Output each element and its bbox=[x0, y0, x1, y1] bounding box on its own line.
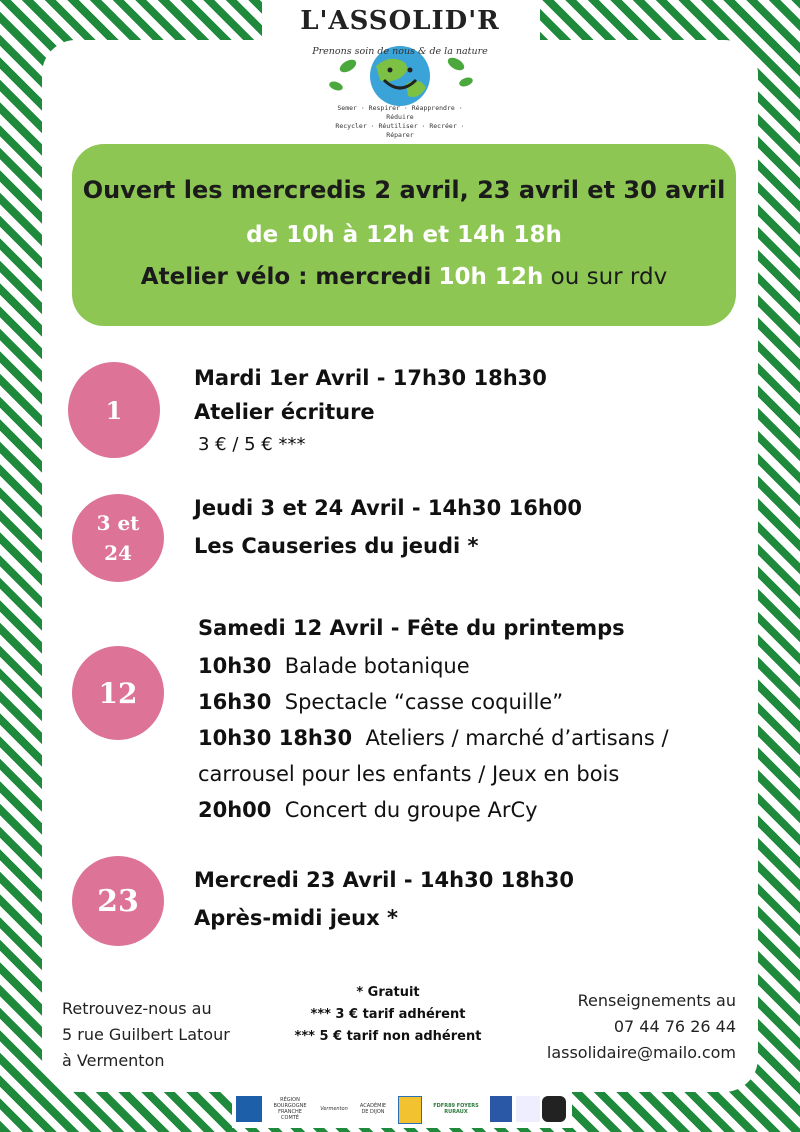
logo-title: L'ASSOLID'R bbox=[300, 6, 500, 36]
event-4 bbox=[194, 868, 574, 930]
event-price: 3 € / 5 € *** bbox=[198, 434, 306, 455]
partner-logos bbox=[232, 1092, 572, 1128]
coat-of-arms-icon bbox=[398, 1096, 422, 1124]
academie-logo: ACADÉMIE DE DIJON bbox=[359, 1103, 387, 1115]
date-badge-23: 23 bbox=[72, 856, 164, 946]
program-row: 16h30 Spectacle “casse coquille” bbox=[198, 690, 564, 714]
program-row: 10h30 Balade botanique bbox=[198, 654, 470, 678]
program-row: 20h00 Concert du groupe ArCy bbox=[198, 798, 538, 822]
program-row: 10h30 18h30 Ateliers / marché d’artisans / bbox=[198, 726, 669, 750]
phone-number[interactable]: 07 44 76 26 44 bbox=[613, 1017, 736, 1036]
event-title: Atelier écriture bbox=[194, 400, 375, 424]
address: Retrouvez-nous au 5 rue Guilbert Latour à Vermenton bbox=[62, 999, 230, 1070]
price-legend: * Gratuit *** 3 € tarif adhérent *** 5 € tarif non adhérent bbox=[294, 985, 482, 1044]
bike-workshop: Atelier vélo : mercredi 10h 12h ou sur rdv bbox=[140, 264, 668, 290]
event-header: Samedi 12 Avril - Fête du printemps bbox=[198, 616, 625, 640]
date-badge-3-24: 3 et 24 bbox=[72, 494, 164, 582]
opening-days: Ouvert les mercredis 2 avril, 23 avril et 30 avril bbox=[82, 176, 726, 204]
event-header: Jeudi 3 et 24 Avril - 14h30 16h00 bbox=[194, 496, 582, 520]
event-title: Les Causeries du jeudi * bbox=[194, 534, 479, 558]
contact: Renseignements au 07 44 76 26 44 lassolidaire@mailo.com bbox=[547, 988, 736, 1066]
logo-tagline: Prenons soin de nous & de la nature bbox=[312, 46, 488, 57]
date-badge-1: 1 bbox=[68, 362, 160, 458]
date-badge-12: 12 bbox=[72, 646, 164, 740]
region-logo: RÉGION BOURGOGNE FRANCHE COMTÉ bbox=[273, 1097, 307, 1121]
event-title: Après-midi jeux * bbox=[194, 906, 398, 930]
logo-verbs: Semer · Respirer · Réapprendre · Réduire Recycler · Réutiliser · Recréer · Réparer bbox=[335, 104, 465, 139]
email-link[interactable]: lassolidaire@mailo.com bbox=[546, 1043, 736, 1062]
event-1 bbox=[194, 366, 547, 455]
foyers-ruraux-logo: FDFR89 FOYERS RURAUX bbox=[433, 1103, 479, 1115]
dark-partner-icon bbox=[542, 1096, 566, 1122]
opening-hours: de 10h à 12h et 14h 18h bbox=[246, 222, 562, 248]
small-partner-icon bbox=[516, 1096, 540, 1122]
program-row: carrousel pour les enfants / Jeux en bois bbox=[198, 762, 620, 786]
opening-hours-banner bbox=[72, 144, 736, 326]
event-header: Mardi 1er Avril - 17h30 18h30 bbox=[194, 366, 547, 390]
caf-logo-icon bbox=[236, 1096, 262, 1122]
logo bbox=[300, 6, 500, 139]
msa-logo-icon bbox=[490, 1096, 512, 1122]
event-2 bbox=[194, 496, 582, 558]
event-3 bbox=[198, 616, 669, 828]
vermenton-logo: Vermenton bbox=[320, 1106, 348, 1112]
event-header: Mercredi 23 Avril - 14h30 18h30 bbox=[194, 868, 575, 892]
